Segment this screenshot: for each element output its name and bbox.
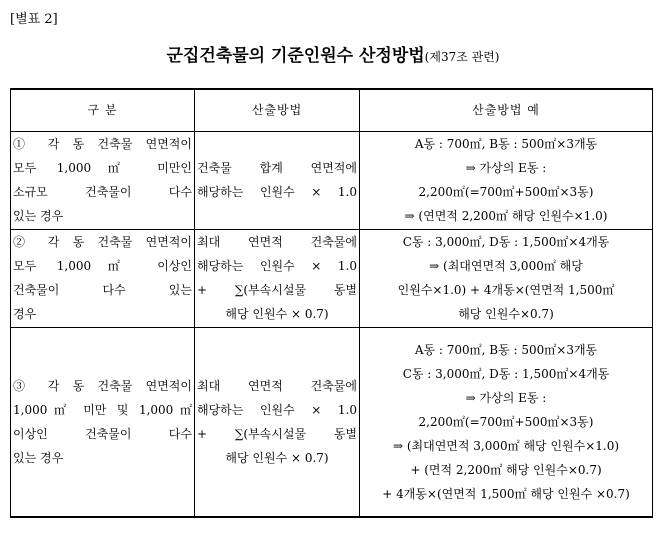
calculation-table	[10, 88, 653, 518]
text-line: + ∑(부속시설물 동별	[197, 283, 357, 297]
text-line: 경우	[13, 307, 37, 321]
text-line: A동 : 700㎡, B동 : 500㎡×3개동	[414, 342, 598, 357]
column-header-category: 구 분	[11, 89, 195, 131]
row-2-condition	[11, 229, 195, 327]
text-line: 해당 인원수 × 0.7)	[225, 450, 329, 465]
document-title	[0, 41, 666, 66]
text-line: C동 : 3,000㎡, D동 : 1,500㎡×4개동	[402, 366, 610, 381]
text-line: 이상인 건축물이 다수	[13, 426, 192, 441]
text-line: 해당하는 인원수 × 1.0	[197, 185, 357, 199]
text-line: 있는 경우	[13, 209, 64, 223]
text-line: 2,200㎡(=700㎡+500㎡×3동)	[418, 185, 594, 199]
text-line: + (면적 2,200㎡ 해당 인원수×0.7)	[410, 462, 602, 477]
table-header-row	[11, 89, 653, 131]
column-header-method: 산출방법	[195, 89, 360, 131]
row-3-method	[195, 327, 360, 517]
title-subtitle: (제37조 관련)	[424, 50, 500, 64]
text-line: 건축물이 다수 있는	[13, 283, 192, 297]
table-row	[11, 131, 653, 229]
text-line: 최대 연면적 건축물에	[197, 378, 357, 393]
text-line: 해당하는 인원수 × 1.0	[197, 259, 357, 273]
row-1-condition	[11, 131, 195, 229]
text-line: 1,000㎡ 미만 및 1,000㎡	[13, 402, 192, 417]
text-line: 해당 인원수×0.7)	[458, 307, 554, 321]
row-3-condition	[11, 327, 195, 517]
text-line: ② 각 동 건축물 연면적이	[13, 235, 192, 249]
text-line: ⇒ 가상의 E동 :	[465, 161, 547, 175]
text-line: + ∑(부속시설물 동별	[197, 426, 357, 441]
row-2-example	[360, 229, 653, 327]
text-line: ③ 각 동 건축물 연면적이	[13, 378, 192, 393]
text-line: ⇒ (연면적 2,200㎡ 해당 인원수×1.0)	[404, 209, 608, 223]
text-line: ① 각 동 건축물 연면적이	[13, 137, 192, 151]
text-line: 건축물 합계 연면적에	[197, 161, 357, 175]
appendix-tag: [별표 2]	[10, 12, 58, 27]
text-line: C동 : 3,000㎡, D동 : 1,500㎡×4개동	[402, 235, 610, 249]
text-line: 모두 1,000㎡ 미만인	[13, 161, 192, 175]
title-main: 군집건축물의 기준인원수 산정방법	[166, 46, 425, 66]
table-row	[11, 327, 653, 517]
text-line: 해당하는 인원수 × 1.0	[197, 402, 357, 417]
row-3-example	[360, 327, 653, 517]
text-line: ⇒ (최대연면적 3,000㎡ 해당	[429, 259, 583, 273]
text-line: 인원수×1.0) + 4개동×(연면적 1,500㎡	[397, 283, 615, 297]
text-line: + 4개동×(연면적 1,500㎡ 해당 인원수 ×0.7)	[382, 486, 630, 501]
column-header-example: 산출방법 예	[360, 89, 653, 131]
row-2-method	[195, 229, 360, 327]
text-line: 소규모 건축물이 다수	[13, 185, 192, 199]
text-line: ⇒ (최대연면적 3,000㎡ 해당 인원수×1.0)	[392, 438, 620, 453]
text-line: 해당 인원수 × 0.7)	[225, 307, 329, 321]
row-1-example	[360, 131, 653, 229]
text-line: A동 : 700㎡, B동 : 500㎡×3개동	[414, 137, 598, 151]
table-row	[11, 229, 653, 327]
text-line: 있는 경우	[13, 450, 64, 465]
text-line: 2,200㎡(=700㎡+500㎡×3동)	[418, 414, 594, 429]
row-1-method	[195, 131, 360, 229]
text-line: 모두 1,000㎡ 이상인	[13, 259, 192, 273]
text-line: 최대 연면적 건축물에	[197, 235, 357, 249]
text-line: ⇒ 가상의 E동 :	[465, 390, 547, 405]
